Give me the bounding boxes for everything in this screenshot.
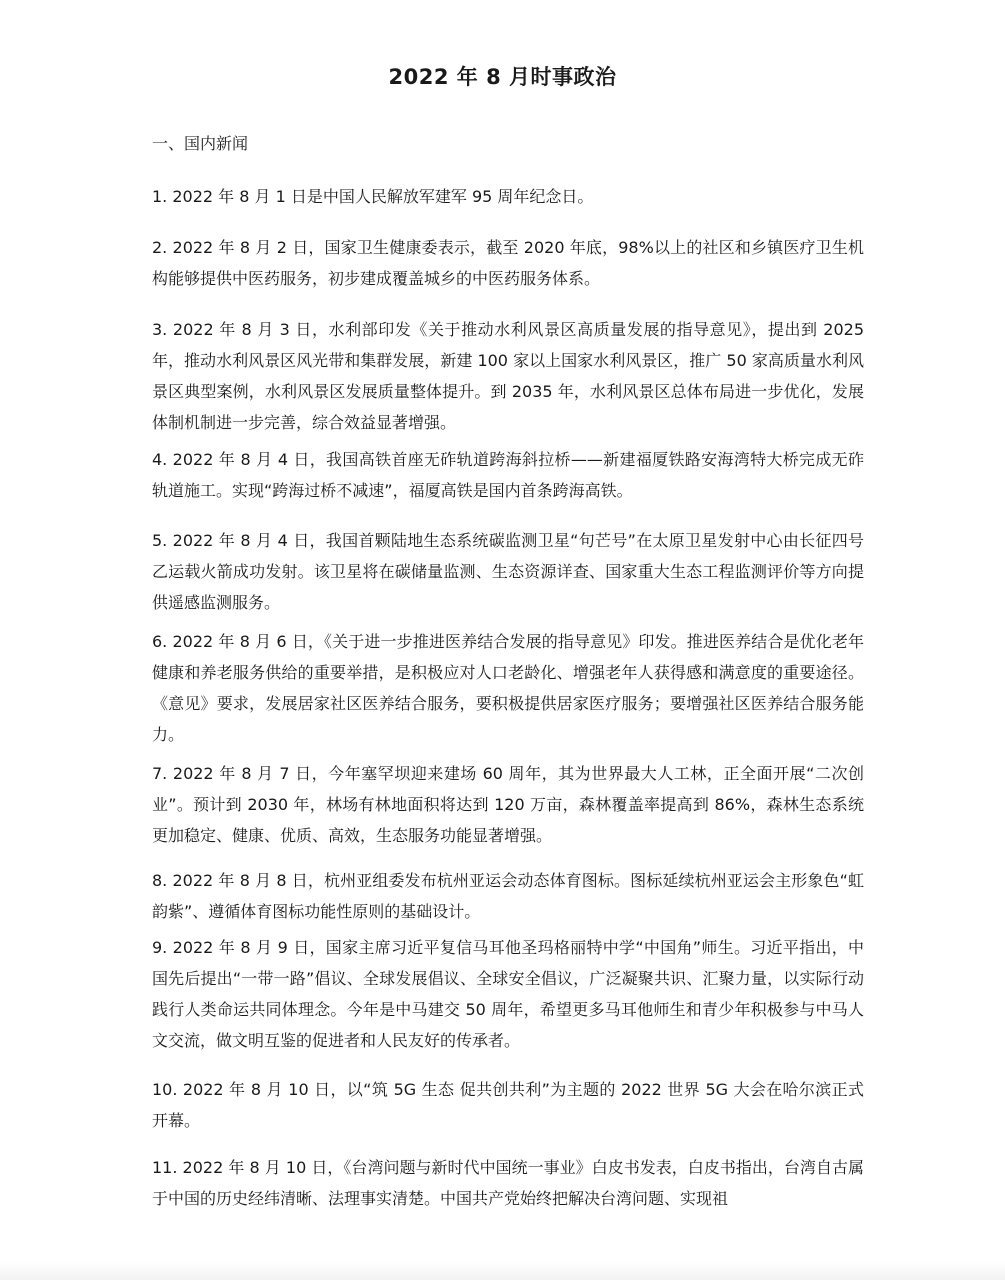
news-item: 10. 2022 年 8 月 10 日，以“筑 5G 生态 促共创共利”为主题的 2022 世界 5G 大会在哈尔滨正式开幕。	[152, 1080, 864, 1130]
news-item: 2. 2022 年 8 月 2 日，国家卫生健康委表示，截至 2020 年底，98%以上的社区和乡镇医疗卫生机构能够提供中医药服务，初步建成覆盖城乡的中医药服务体系。	[152, 238, 864, 288]
news-item: 4. 2022 年 8 月 4 日，我国高铁首座无砟轨道跨海斜拉桥——新建福厦铁路安海湾特大桥完成无砟轨道施工。实现“跨海过桥不减速”，福厦高铁是国内首条跨海高铁。	[152, 450, 864, 500]
news-item: 7. 2022 年 8 月 7 日，今年塞罕坝迎来建场 60 周年，其为世界最大人工林，正全面开展“二次创业”。预计到 2030 年，林场有林地面积将达到 120 万亩，森林覆盖率提高到 86%，森林生态系统更加稳定、健康、优质、高效，生态服务功能显著增强。	[152, 764, 864, 845]
news-item: 1. 2022 年 8 月 1 日是中国人民解放军建军 95 周年纪念日。	[152, 187, 594, 206]
news-item: 3. 2022 年 8 月 3 日，水利部印发《关于推动水利风景区高质量发展的指导意见》，提出到 2025 年，推动水利风景区风光带和集群发展，新建 100 家以上国家水利风景区，推广 50 家高质量水利风景区典型案例，水利风景区发展质量整体提升。到 2035 年，水利风景区总体布局进一步优化，发展体制机制进一步完善，综合效益显著增强。	[152, 320, 864, 432]
document-title: 2022 年 8 月时事政治	[388, 65, 617, 89]
news-item: 11. 2022 年 8 月 10 日，《台湾问题与新时代中国统一事业》白皮书发表，白皮书指出，台湾自古属于中国的历史经纬清晰、法理事实清楚。中国共产党始终把解决台湾问题、实现祖	[152, 1158, 864, 1208]
news-item: 5. 2022 年 8 月 4 日，我国首颗陆地生态系统碳监测卫星“句芒号”在太原卫星发射中心由长征四号乙运载火箭成功发射。该卫星将在碳储量监测、生态资源详查、国家重大生态工程监测评价等方向提供遥感监测服务。	[152, 531, 864, 612]
news-item: 8. 2022 年 8 月 8 日，杭州亚组委发布杭州亚运会动态体育图标。图标延续杭州亚运会主形象色“虹韵紫”、遵循体育图标功能性原则的基础设计。	[152, 871, 864, 921]
news-item: 9. 2022 年 8 月 9 日，国家主席习近平复信马耳他圣玛格丽特中学“中国角”师生。习近平指出，中国先后提出“一带一路”倡议、全球发展倡议、全球安全倡议，广泛凝聚共识、汇聚力量，以实际行动践行人类命运共同体理念。今年是中马建交 50 周年，希望更多马耳他师生和青少年积极参与中马人文交流，做文明互鉴的促进者和人民友好的传承者。	[152, 938, 864, 1050]
section-heading: 一、国内新闻	[152, 134, 249, 153]
page-bottom-edge	[0, 1262, 1005, 1280]
news-item: 6. 2022 年 8 月 6 日，《关于进一步推进医养结合发展的指导意见》印发。推进医养结合是优化老年健康和养老服务供给的重要举措，是积极应对人口老龄化、增强老年人获得感和满意度的重要途径。《意见》要求，发展居家社区医养结合服务，要积极提供居家医疗服务；要增强社区医养结合服务能力。	[152, 632, 864, 744]
